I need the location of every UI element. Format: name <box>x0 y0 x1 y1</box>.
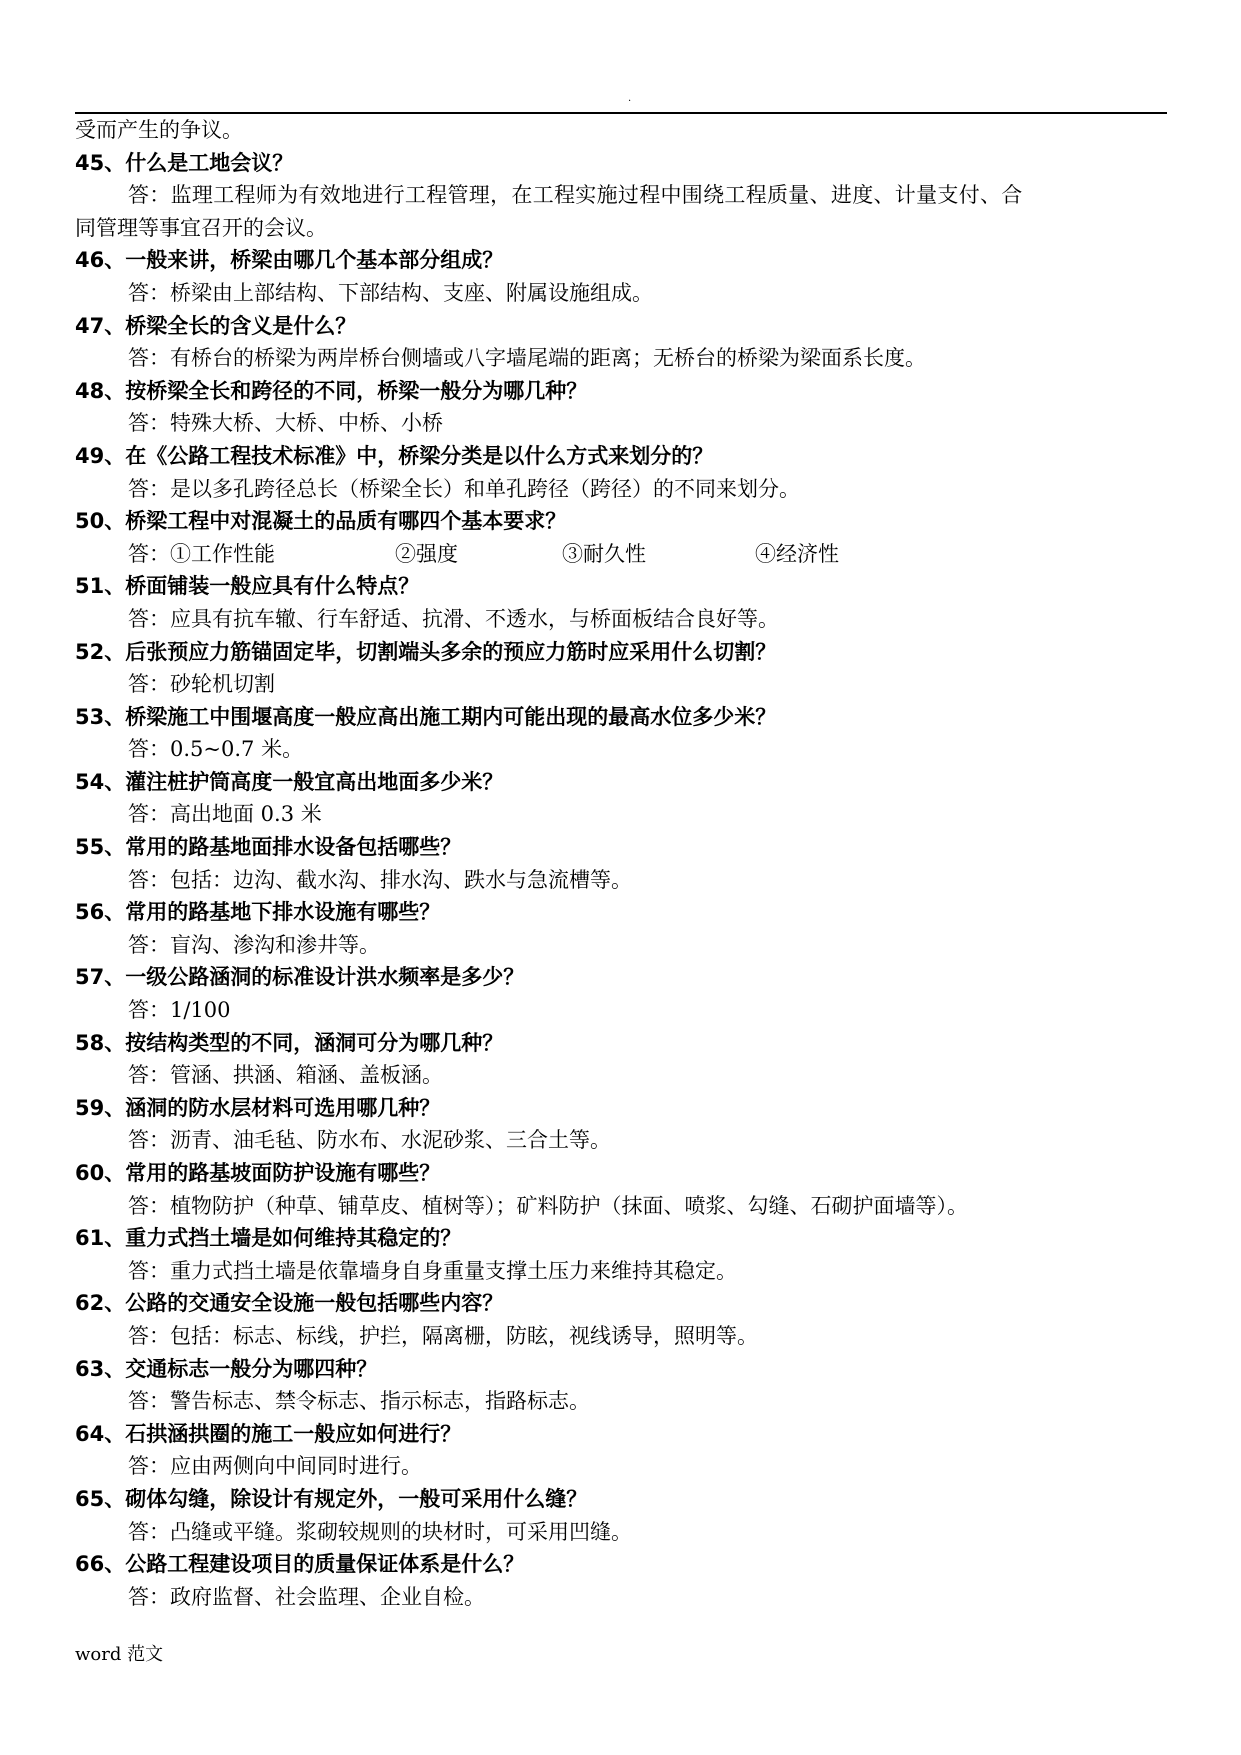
question-63: 63、交通标志一般分为哪四种？ <box>75 1356 378 1381</box>
answer-61: 答：重力式挡土墙是依靠墙身自身重量支撑土压力来维持其稳定。 <box>128 1258 737 1283</box>
answer-50-option-2: ②强度 <box>395 541 458 566</box>
answer-62: 答：包括：标志、标线，护拦，隔离栅，防眩，视线诱导，照明等。 <box>128 1323 758 1348</box>
answer-66: 答：政府监督、社会监理、企业自检。 <box>128 1584 485 1609</box>
question-52: 52、后张预应力筋锚固定毕，切割端头多余的预应力筋时应采用什么切割？ <box>75 639 777 664</box>
answer-45-line1: 答：监理工程师为有效地进行工程管理，在工程实施过程中围绕工程质量、进度、计量支付、合 <box>128 183 1023 208</box>
qa-content <box>75 114 1175 1613</box>
question-64: 64、石拱涵拱圈的施工一般应如何进行？ <box>75 1421 462 1446</box>
question-57: 57、一级公路涵洞的标准设计洪水频率是多少？ <box>75 965 525 990</box>
question-54: 54、灌注桩护筒高度一般宜高出地面多少米？ <box>75 769 504 794</box>
answer-54: 答：高出地面 0.3 米 <box>128 802 322 827</box>
answer-48: 答：特殊大桥、大桥、中桥、小桥 <box>128 411 443 436</box>
question-48: 48、按桥梁全长和跨径的不同，桥梁一般分为哪几种？ <box>75 378 588 403</box>
question-50: 50、桥梁工程中对混凝土的品质有哪四个基本要求？ <box>75 509 567 534</box>
question-59: 59、涵洞的防水层材料可选用哪几种？ <box>75 1095 441 1120</box>
question-56: 56、常用的路基地下排水设施有哪些？ <box>75 900 441 925</box>
question-46: 46、一般来讲，桥梁由哪几个基本部分组成？ <box>75 248 504 273</box>
question-66: 66、公路工程建设项目的质量保证体系是什么？ <box>75 1552 525 1577</box>
question-49: 49、在《公路工程技术标准》中，桥梁分类是以什么方式来划分的？ <box>75 443 714 468</box>
answer-50-option-4: ④经济性 <box>755 541 839 566</box>
answer-65: 答：凸缝或平缝。浆砌较规则的块材时，可采用凹缝。 <box>128 1519 632 1544</box>
answer-53: 答：0.5~0.7 米。 <box>128 737 304 762</box>
question-61: 61、重力式挡土墙是如何维持其稳定的？ <box>75 1226 462 1251</box>
answer-63: 答：警告标志、禁令标志、指示标志，指路标志。 <box>128 1389 590 1414</box>
answer-50-option-1: ①工作性能 <box>170 541 275 566</box>
question-53: 53、桥梁施工中围堰高度一般应高出施工期内可能出现的最高水位多少米？ <box>75 704 777 729</box>
question-58: 58、按结构类型的不同，涵洞可分为哪几种？ <box>75 1030 504 1055</box>
answer-50 <box>75 538 1175 571</box>
answer-50-prefix: 答： <box>128 541 170 566</box>
answer-55: 答：包括：边沟、截水沟、排水沟、跌水与急流槽等。 <box>128 867 632 892</box>
question-45: 45、什么是工地会议？ <box>75 150 294 175</box>
question-51: 51、桥面铺装一般应具有什么特点？ <box>75 574 420 599</box>
question-62: 62、公路的交通安全设施一般包括哪些内容？ <box>75 1291 504 1316</box>
answer-57: 答：1/100 <box>128 998 231 1023</box>
answer-58: 答：管涵、拱涵、箱涵、盖板涵。 <box>128 1063 443 1088</box>
answer-47: 答：有桥台的桥梁为两岸桥台侧墙或八字墙尾端的距离；无桥台的桥梁为梁面系长度。 <box>128 346 926 371</box>
header-mark: . <box>628 93 632 104</box>
question-47: 47、桥梁全长的含义是什么？ <box>75 313 357 338</box>
answer-46: 答：桥梁由上部结构、下部结构、支座、附属设施组成。 <box>128 280 653 305</box>
answer-45-line2: 同管理等事宜召开的会议。 <box>75 215 327 240</box>
footer-text: word 范文 <box>75 1644 164 1665</box>
answer-56: 答：盲沟、渗沟和渗井等。 <box>128 932 380 957</box>
answer-60: 答：植物防护（种草、铺草皮、植树等）；矿料防护（抹面、喷浆、勾缝、石砌护面墙等）。 <box>128 1193 968 1218</box>
answer-59: 答：沥青、油毛毡、防水布、水泥砂浆、三合土等。 <box>128 1128 611 1153</box>
answer-50-option-3: ③耐久性 <box>562 541 646 566</box>
answer-52: 答：砂轮机切割 <box>128 672 275 697</box>
answer-49: 答：是以多孔跨径总长（桥梁全长）和单孔跨径（跨径）的不同来划分。 <box>128 476 800 501</box>
question-65: 65、砌体勾缝，除设计有规定外，一般可采用什么缝？ <box>75 1486 588 1511</box>
question-55: 55、常用的路基地面排水设备包括哪些？ <box>75 835 462 860</box>
intro-fragment: 受而产生的争议。 <box>75 118 243 142</box>
question-60: 60、常用的路基坡面防护设施有哪些？ <box>75 1161 441 1185</box>
answer-64: 答：应由两侧向中间同时进行。 <box>128 1454 422 1479</box>
answer-51: 答：应具有抗车辙、行车舒适、抗滑、不透水，与桥面板结合良好等。 <box>128 606 779 631</box>
